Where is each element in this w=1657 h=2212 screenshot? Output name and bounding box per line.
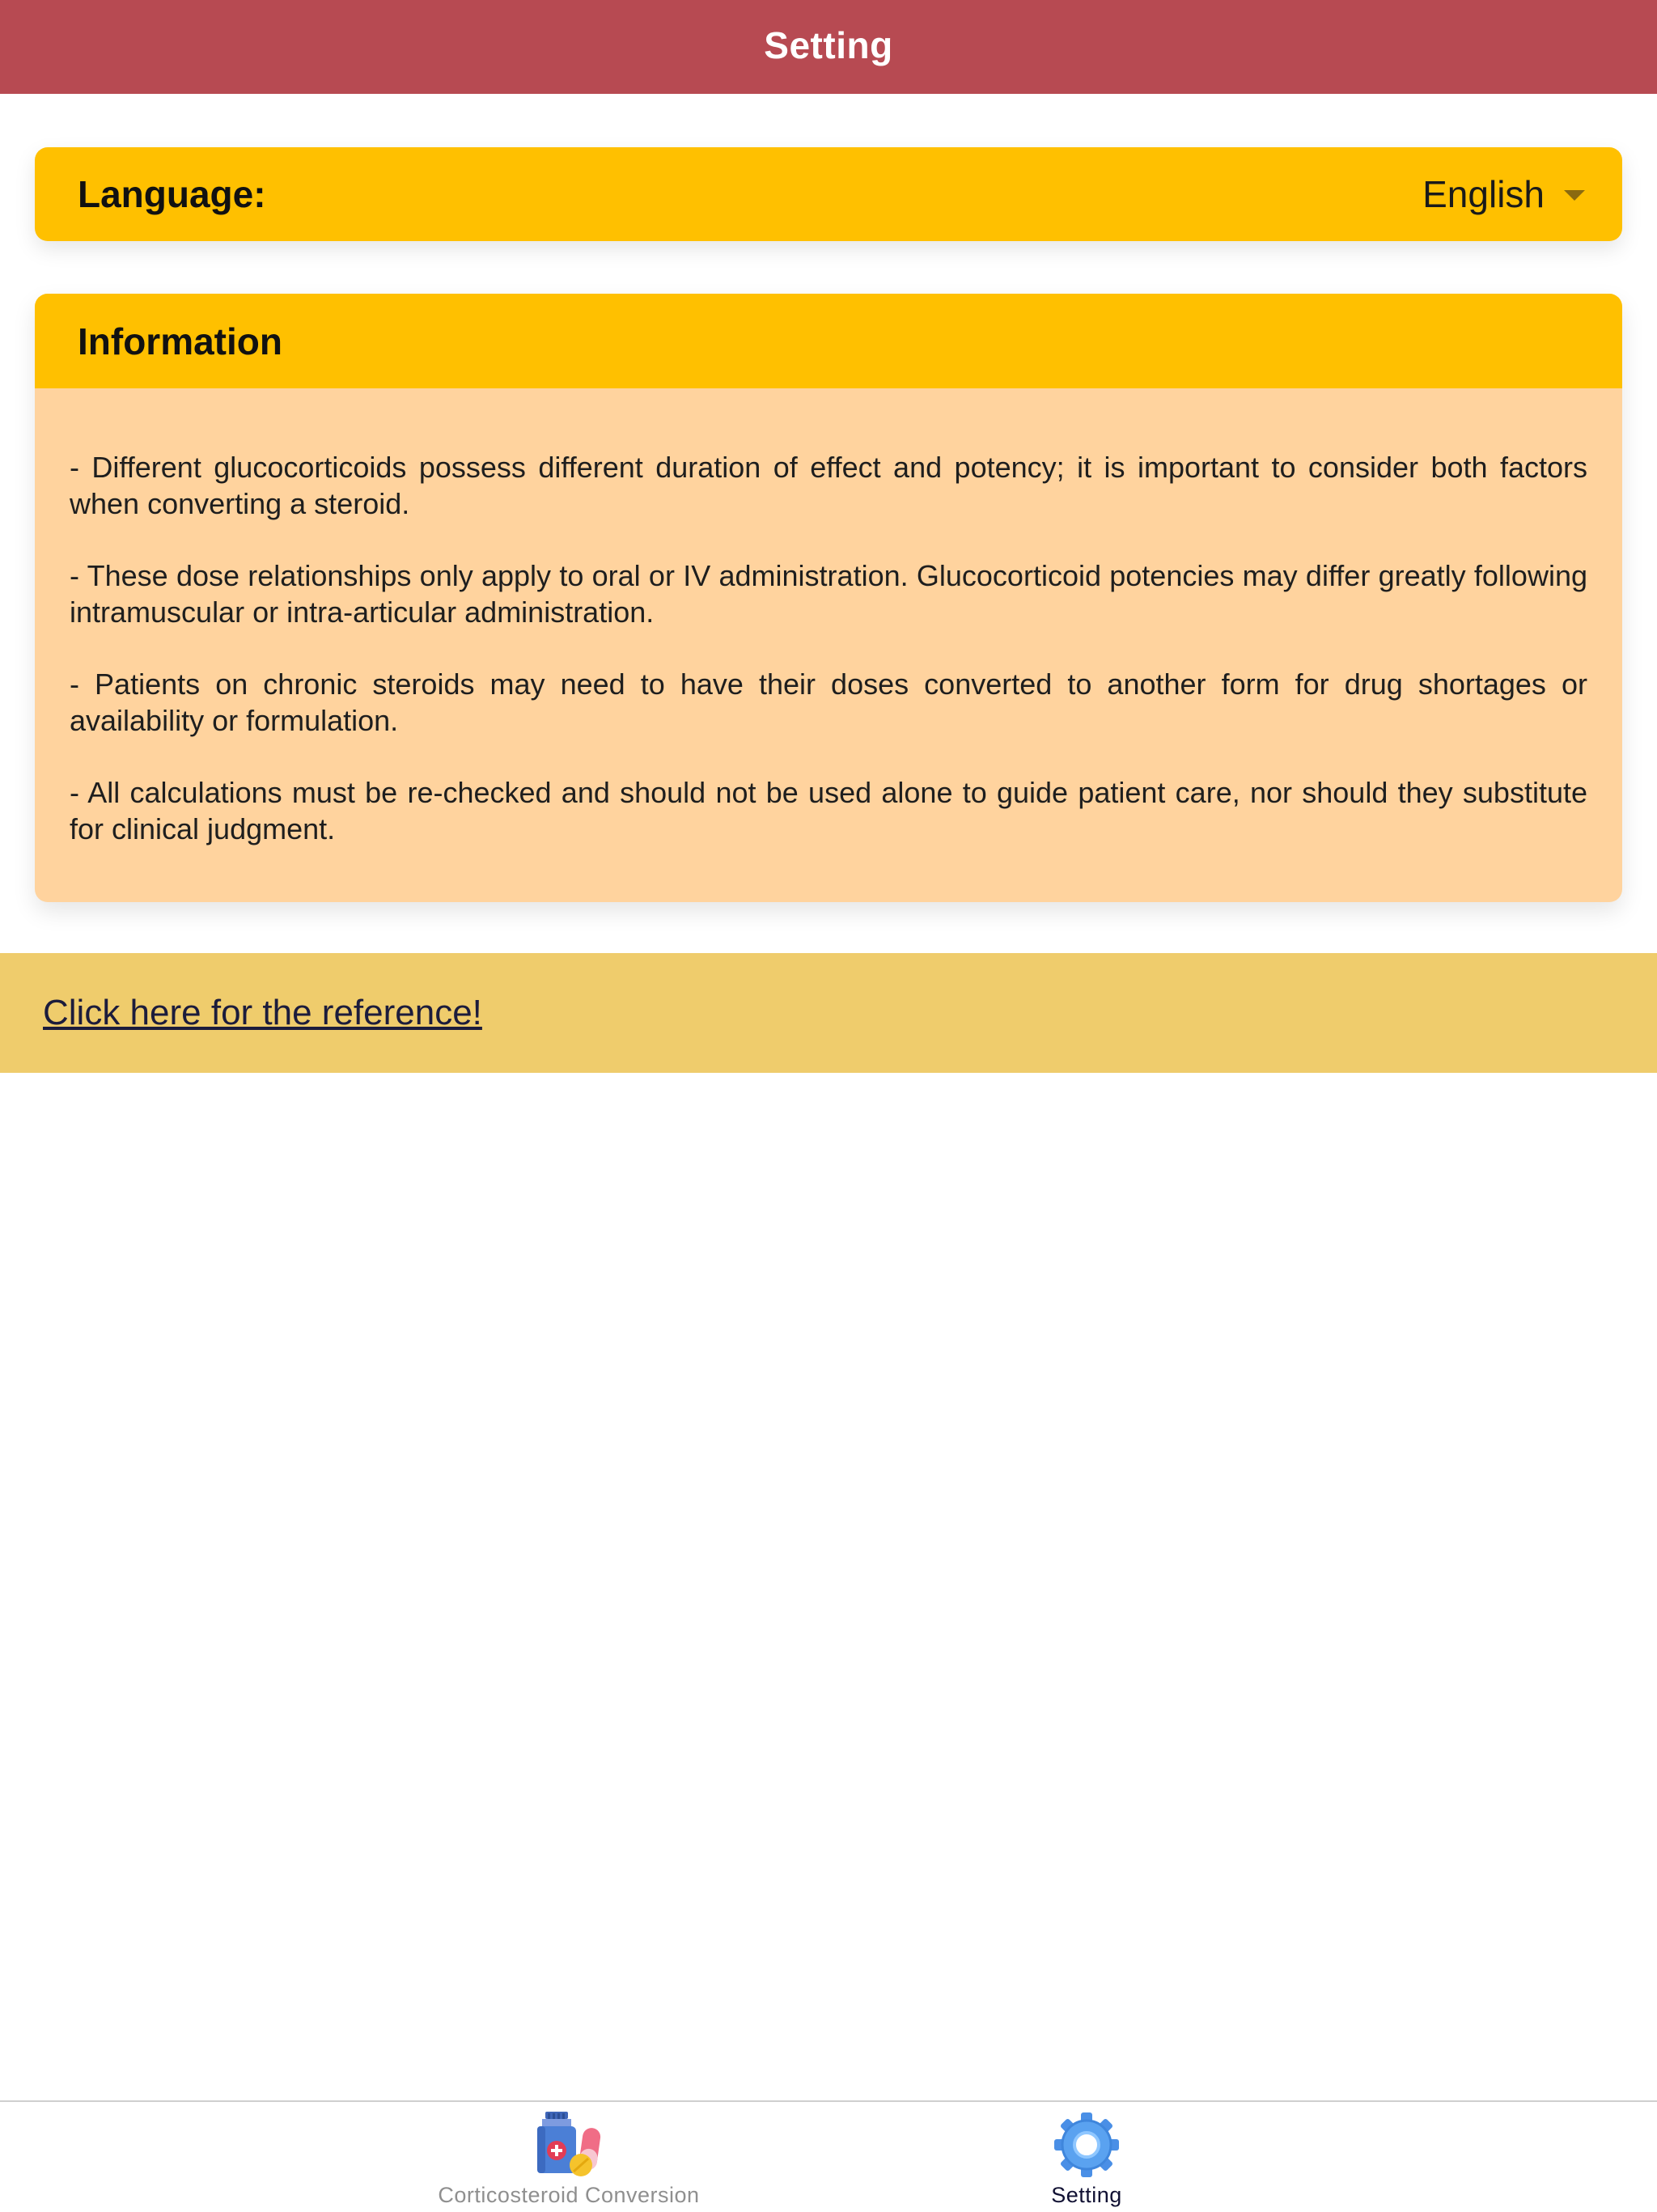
- language-card: [35, 147, 1622, 241]
- language-select[interactable]: [1422, 172, 1585, 216]
- info-paragraph: - Different glucocorticoids possess different duration of effect and potency; it is important to consider both factors when converting a steroid.: [70, 451, 1587, 520]
- tab-label: Setting: [1051, 2183, 1122, 2207]
- top-bar: [0, 0, 1657, 94]
- information-body: [35, 388, 1622, 847]
- reference-link[interactable]: Click here for the reference!: [43, 993, 482, 1032]
- information-card: [35, 294, 1622, 902]
- medicine-icon: [534, 2112, 604, 2178]
- information-title: Information: [78, 320, 282, 362]
- information-header: [35, 294, 1622, 388]
- tab-bar: [0, 2100, 1657, 2212]
- language-label: Language:: [78, 173, 266, 215]
- info-paragraph: - Patients on chronic steroids may need to have their doses converted to another form for drug shortages or availability or formulation.: [70, 667, 1587, 737]
- tab-label: Corticosteroid Conversion: [438, 2183, 700, 2207]
- page-title: Setting: [764, 24, 893, 66]
- caret-down-icon: [1564, 190, 1585, 201]
- info-paragraph: - These dose relationships only apply to oral or IV administration. Glucocorticoid potencies may differ greatly following intramuscular or intra-articular administration.: [70, 559, 1587, 629]
- reference-banner: [0, 953, 1657, 1073]
- tab-setting[interactable]: [917, 2112, 1257, 2212]
- info-paragraph: - All calculations must be re-checked and should not be used alone to guide patient care, nor should they substitute for clinical judgment.: [70, 776, 1587, 845]
- tab-corticosteroid-conversion[interactable]: [399, 2112, 739, 2212]
- language-selected-value: English: [1422, 173, 1545, 215]
- gear-icon: [1052, 2112, 1121, 2178]
